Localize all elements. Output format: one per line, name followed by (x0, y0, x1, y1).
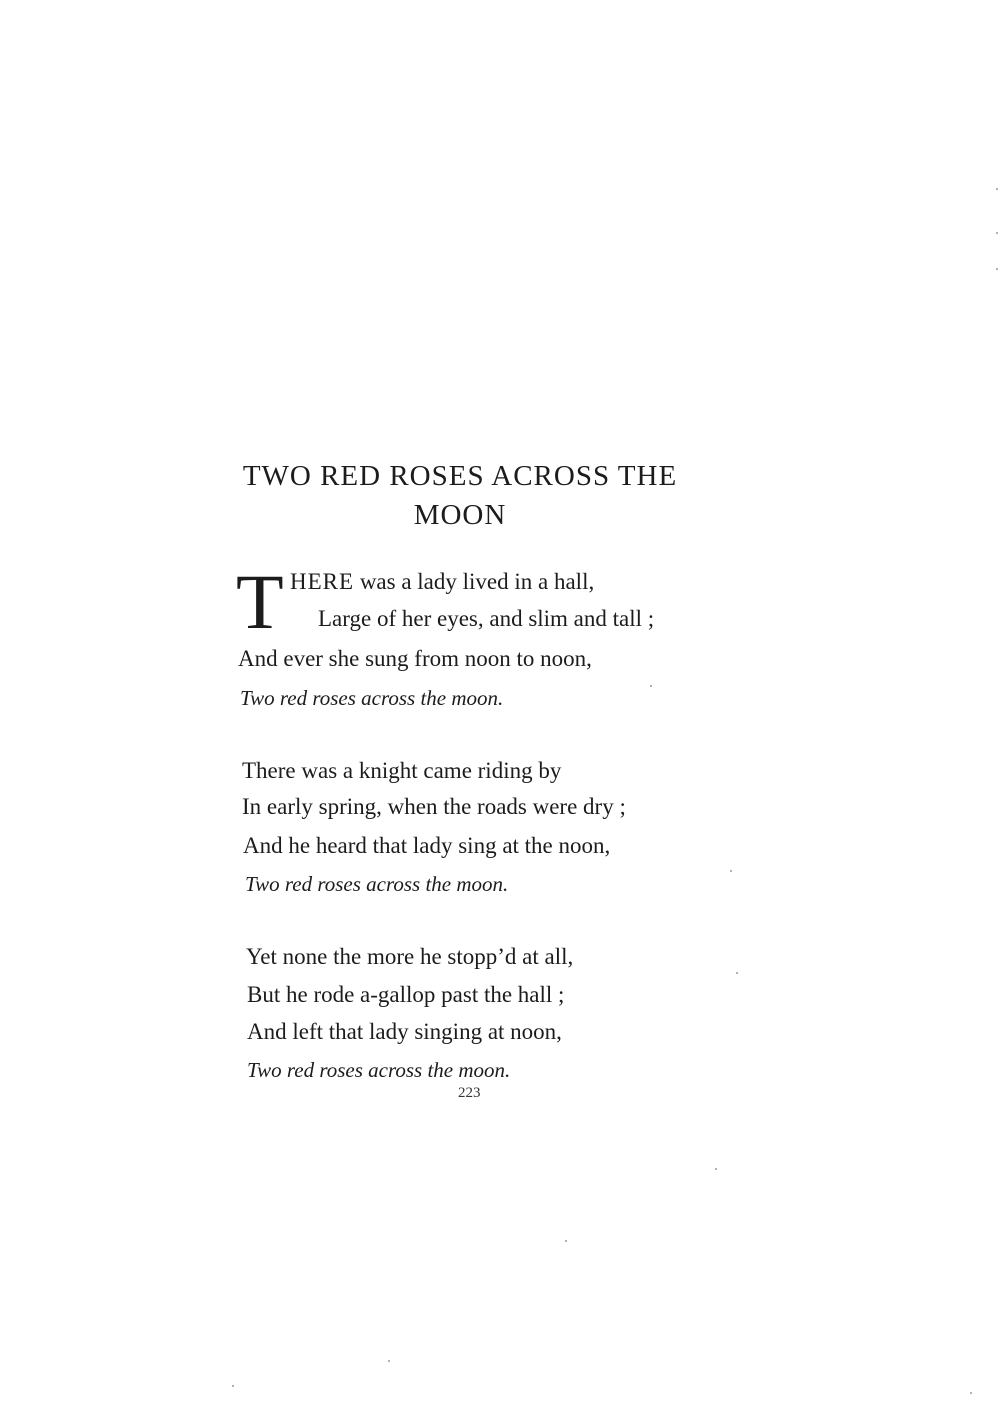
stanza-3-line-1: Yet none the more he stopp’d at all, (246, 944, 574, 969)
scan-speck (996, 188, 998, 190)
scan-speck (736, 972, 738, 974)
stanza-2-line-1: There was a knight came riding by (242, 758, 562, 783)
scan-speck (650, 685, 652, 687)
scan-speck (970, 1392, 972, 1394)
stanza-1-line-1-text: was a lady lived in a hall, (354, 569, 595, 594)
drop-cap: T (236, 558, 284, 645)
scan-speck (996, 268, 998, 270)
stanza-1-line-1 (290, 567, 594, 597)
stanza-2-refrain: Two red roses across the moon. (245, 872, 509, 896)
stanza-1-line-2: Large of her eyes, and slim and tall ; (318, 606, 655, 631)
stanza-2-line-2: In early spring, when the roads were dry ; (242, 794, 626, 819)
poem-title-line-1: TWO RED ROSES ACROSS THE (242, 460, 678, 492)
scan-speck (232, 1385, 234, 1387)
page-number: 223 (458, 1085, 481, 1101)
stanza-1-line-3: And ever she sung from noon to noon, (238, 646, 592, 671)
first-word-small-caps: HERE (290, 569, 355, 594)
stanza-2-line-3: And he heard that lady sing at the noon, (243, 833, 611, 858)
scan-speck (388, 1360, 390, 1362)
poem-title-line-2: MOON (413, 499, 507, 531)
stanza-1-refrain: Two red roses across the moon. (240, 686, 504, 710)
stanza-3-line-3: And left that lady singing at noon, (247, 1019, 562, 1044)
stanza-3-line-2: But he rode a-gallop past the hall ; (247, 982, 565, 1007)
scan-speck (715, 1168, 717, 1170)
scan-speck (565, 1240, 567, 1242)
scan-speck (996, 232, 998, 234)
stanza-3-refrain: Two red roses across the moon. (247, 1058, 511, 1082)
scan-speck (730, 870, 732, 872)
